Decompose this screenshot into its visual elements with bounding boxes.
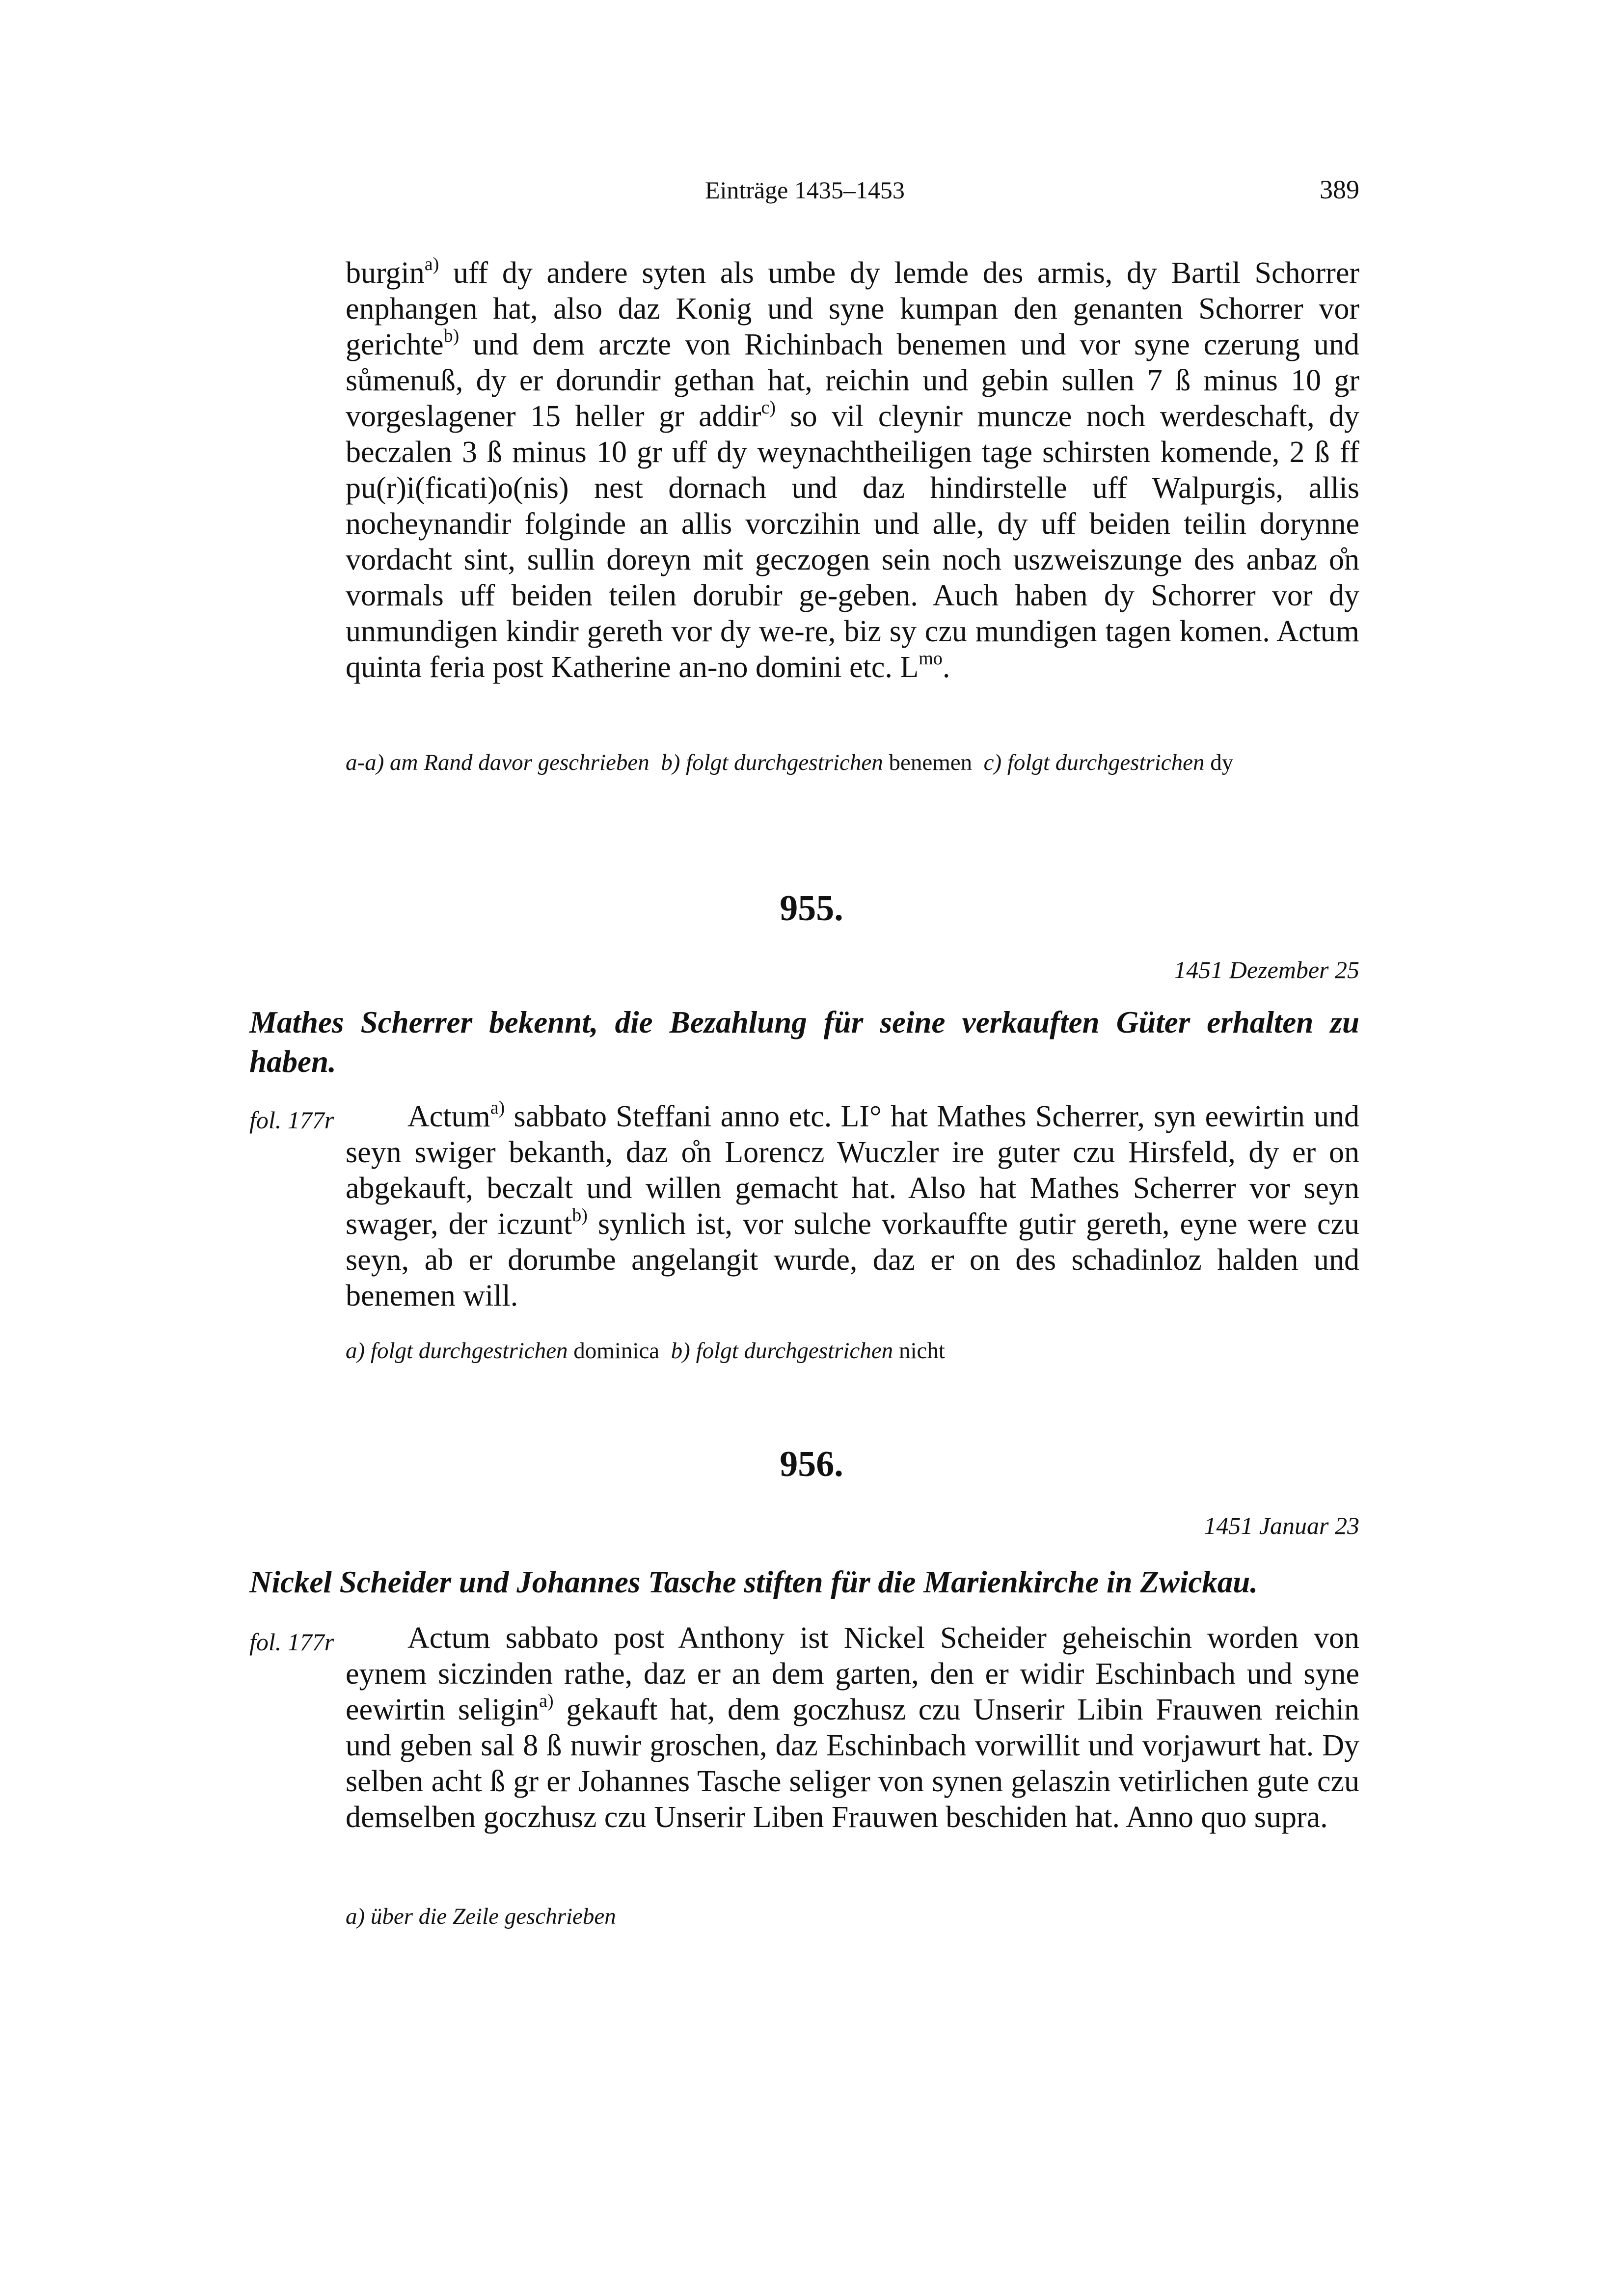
footnote-marker: b) bbox=[572, 1205, 588, 1226]
footnote-marker: c) bbox=[761, 397, 776, 418]
footnote-marker: a) bbox=[490, 1097, 505, 1118]
running-head: Einträge 1435–1453 bbox=[705, 176, 905, 204]
footnote-marker: mo bbox=[919, 648, 943, 669]
entry-regest: Mathes Scherrer bekennt, die Bezahlung für seine verkauften Güter erhalten zu haben. bbox=[249, 1005, 1359, 1079]
folio-reference: fol. 177r bbox=[249, 1106, 334, 1134]
page-number: 389 bbox=[1320, 175, 1359, 204]
entry-apparatus: a) folgt durchgestrichen dominica b) folgt durchgestrichen nicht bbox=[346, 1338, 945, 1364]
continuation-apparatus: a-a) am Rand davor geschrieben b) folgt durchgestrichen benemen c) folgt durchgestrichen dy bbox=[346, 750, 1234, 775]
continuation-text: burgin$^{a)}$ uff dy andere syten als umbe dy lemde des armis, dy Bartil Schorrer enphangen hat, also daz Konig und syne kumpan den genanten Schorrer vor gerichte$^{b)}$ und dem arczte von Richinbach benemen und vor syne czerung und sůmenuß, dy er dorundir gethan hat, reichin und gebin sullen 7 ß minus 10 gr vorgeslagener 15 heller gr addir$^{c)}$ so vil cleynir muncze noch werdeschaft, dy beczalen 3 ß minus 10 gr uff dy weynachtheiligen tage schirsten komende, 2 ß ff pu(r)i(ficati)o(nis) nest dornach und daz hindirstelle uff Walpurgis, allis nocheynandir folginde an allis vorczihin und alle, dy uff beiden teilin dorynne vordacht sint, sullin doreyn mit geczogen sein noch uszweiszunge des anbaz o̊n vormals uff beiden teilen dorubir ge-geben. Auch haben dy Schorrer vor dy unmundigen kindir gereth vor dy we-re, biz sy czu mundigen tagen komen. Actum quinta feria post Katherine an-no domini etc. $L^{mo}$. bbox=[346, 254, 1359, 684]
folio-reference: fol. 177r bbox=[249, 1628, 334, 1656]
entry-number: 956. bbox=[780, 1444, 843, 1484]
footnote-marker: a) bbox=[539, 1691, 554, 1711]
entry-date: 1451 Januar 23 bbox=[1204, 1512, 1359, 1539]
entry-apparatus: a) über die Zeile geschrieben bbox=[346, 1904, 616, 1929]
entry-number: 955. bbox=[780, 888, 843, 929]
footnote-marker: a) bbox=[424, 254, 439, 274]
entry-regest: Nickel Scheider und Johannes Tasche stiften für die Marienkirche in Zwickau. bbox=[249, 1565, 1258, 1599]
footnote-marker: b) bbox=[443, 326, 460, 346]
entry-text: Actum$^{a)}$ sabbato Steffani anno etc. LI° hat Mathes Scherrer, syn eewirtin und seyn swiger bekanth, daz o̊n Lorencz Wuczler ire guter czu Hirsfeld, dy er on abgekauft, beczalt und willen gemacht hat. Also hat Mathes Scherrer vor seyn swager, der iczunt$^{b)}$ synlich ist, vor sulche vorkauffte gutir gereth, eyne were czu seyn, ab er dorumbe angelangit wurde, daz er on des schadinloz halden und benemen will. bbox=[346, 1097, 1359, 1312]
entry-date: 1451 Dezember 25 bbox=[1174, 956, 1359, 984]
entry-text: Actum sabbato post Anthony ist Nickel Scheider geheischin worden von eynem siczinden rathe, daz er an dem garten, den er widir Eschinbach und syne eewirtin seligin$^{a)}$ gekauft hat, dem goczhusz czu Unserir Libin Frauwen reichin und geben sal 8 ß nuwir groschen, daz Eschinbach vorwillit und vorjawurt hat. Dy selben acht ß gr er Johannes Tasche seliger von synen gelaszin vetirlichen gute czu demselben goczhusz czu Unserir Liben Frauwen beschiden hat. Anno quo supra. bbox=[346, 1621, 1359, 1834]
